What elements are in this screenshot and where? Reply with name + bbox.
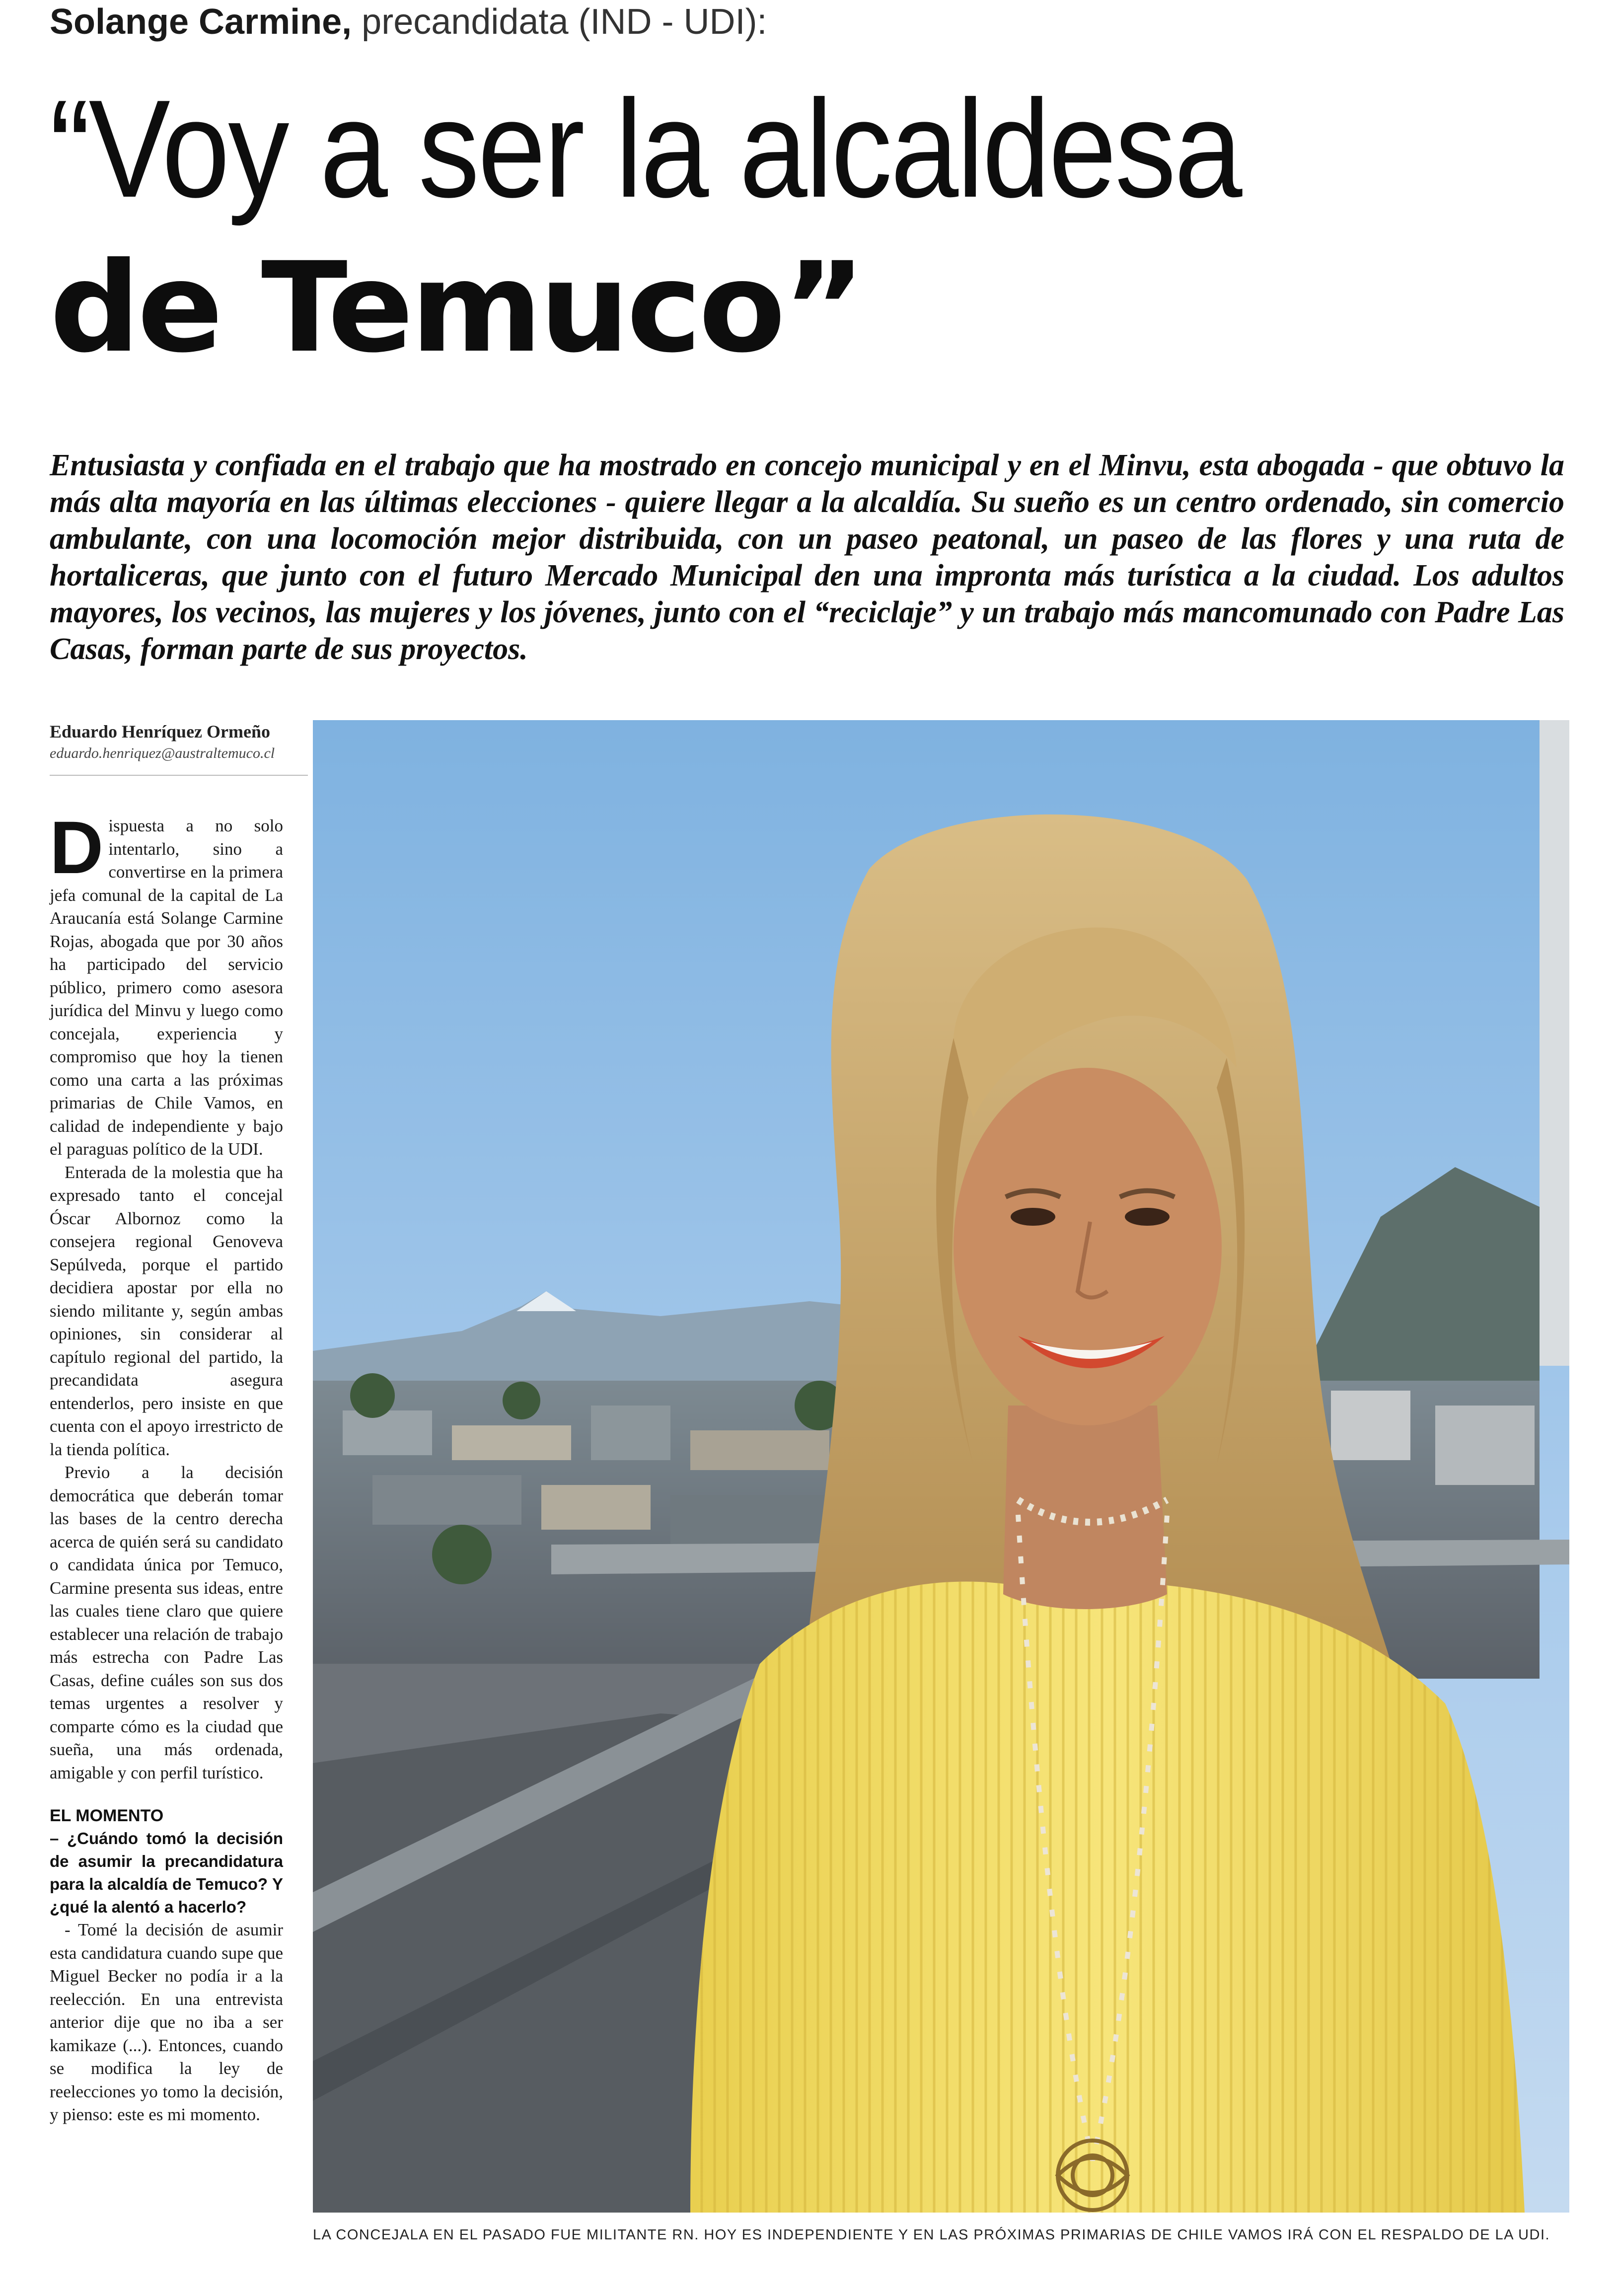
portrait-illustration xyxy=(313,720,1569,2213)
kicker-role: precandidata (IND - UDI): xyxy=(352,2,767,42)
interview-answer: - Tomé la decisión de asumir esta candidatura cuando supe que Miguel Becker no podía ir a la reelección. En una entrevista anterior dije que no iba a ser kamikaze (...). Entonces, cuando se modifica la ley de reelecciones yo tomo la decisión, y pienso: este es mi momento. xyxy=(50,1920,283,2124)
photo-caption: LA CONCEJALA EN EL PASADO FUE MILITANTE RN. HOY ES INDEPENDIENTE Y EN LAS PRÓXIMAS PRIMARIAS DE CHILE VAMOS IRÁ CON EL RESPALDO DE LA UDI. xyxy=(313,2227,1550,2243)
kicker xyxy=(50,0,1564,45)
kicker-name: Solange Carmine, xyxy=(50,2,352,42)
body-paragraph-3: Previo a la decisión democrática que deberán tomar las bases de la centro derecha acerca de quién será su candidato o candidata única por Temuco, Carmine presenta sus ideas, entre las cuales tiene claro que quiere establecer una relación de trabajo más estrecha con Padre Las Casas, define cuáles son sus dos temas urgentes a resolver y comparte cómo es la ciudad que sueña, una más ordenada, amigable y con perfil turístico. xyxy=(50,1463,283,1782)
body-paragraph-1 xyxy=(50,806,283,1161)
left-eye xyxy=(1011,1208,1055,1226)
portrait-photo xyxy=(313,720,1569,2213)
byline-divider xyxy=(50,775,308,776)
byline-email: eduardo.henriquez@australtemuco.cl xyxy=(50,745,275,761)
article-body xyxy=(50,806,283,2127)
lead-paragraph: Entusiasta y confiada en el trabajo que ha mostrado en concejo municipal y en el Minvu, esta abogada - que obtuvo la más alta mayoría en las últimas elecciones - quiere llegar a la alcaldía. Su sueño es un centro ordenado, sin comercio ambulante, con una locomoción mejor distribuida, con un paseo peatonal, un paseo de las flores y una ruta de hortaliceras, que junto con el futuro Mercado Municipal den una impronta más turística a la ciudad. Los adultos mayores, los vecinos, las mujeres y los jóvenes, junto con el “reciclaje” y un trabajo más mancomunado con Padre Las Casas, forman parte de sus proyectos. xyxy=(50,448,1564,666)
byline-author: Eduardo Henríquez Ormeño xyxy=(50,722,271,741)
headline-line-2: de Temuco” xyxy=(50,235,863,380)
section-subhead: EL MOMENTO xyxy=(50,1806,164,1825)
drop-cap: D xyxy=(50,806,104,889)
right-eye xyxy=(1125,1208,1170,1226)
headline-line-1: “Voy a ser la alcaldesa xyxy=(50,72,1241,226)
byline xyxy=(50,720,308,764)
body-paragraph-2: Enterada de la molestia que ha expresado tanto el concejal Óscar Albornoz como la consejera regional Genoveva Sepúlveda, porque el partido decidiera apostar por ella no siendo militante y, según ambas opiniones, sin considerar al capítulo regional del partido, la precandidata asegura entenderlos, pero insiste en que cuenta con el apoyo irrestricto de la tienda política. xyxy=(50,1162,283,1459)
building-edge xyxy=(1540,720,1569,1366)
body-paragraph-1-text: ispuesta a no solo intentarlo, sino a convertirse en la primera jefa comunal de la capital de La Araucanía está Solange Carmine Rojas, abogada que por 30 años ha participado del servicio público, primero como asesora jurídica del Minvu y luego como concejala, experiencia y compromiso que hoy la tienen como una carta a las próximas primarias de Chile Vamos, en calidad de independiente y bajo el paraguas político de la UDI. xyxy=(50,816,283,1159)
interview-question: – ¿Cuándo tomó la decisión de asumir la precandidatura para la alcaldía de Temuco? Y ¿qué la alentó a hacerlo? xyxy=(50,1829,283,1916)
sweater-ribs xyxy=(690,1581,1525,2213)
